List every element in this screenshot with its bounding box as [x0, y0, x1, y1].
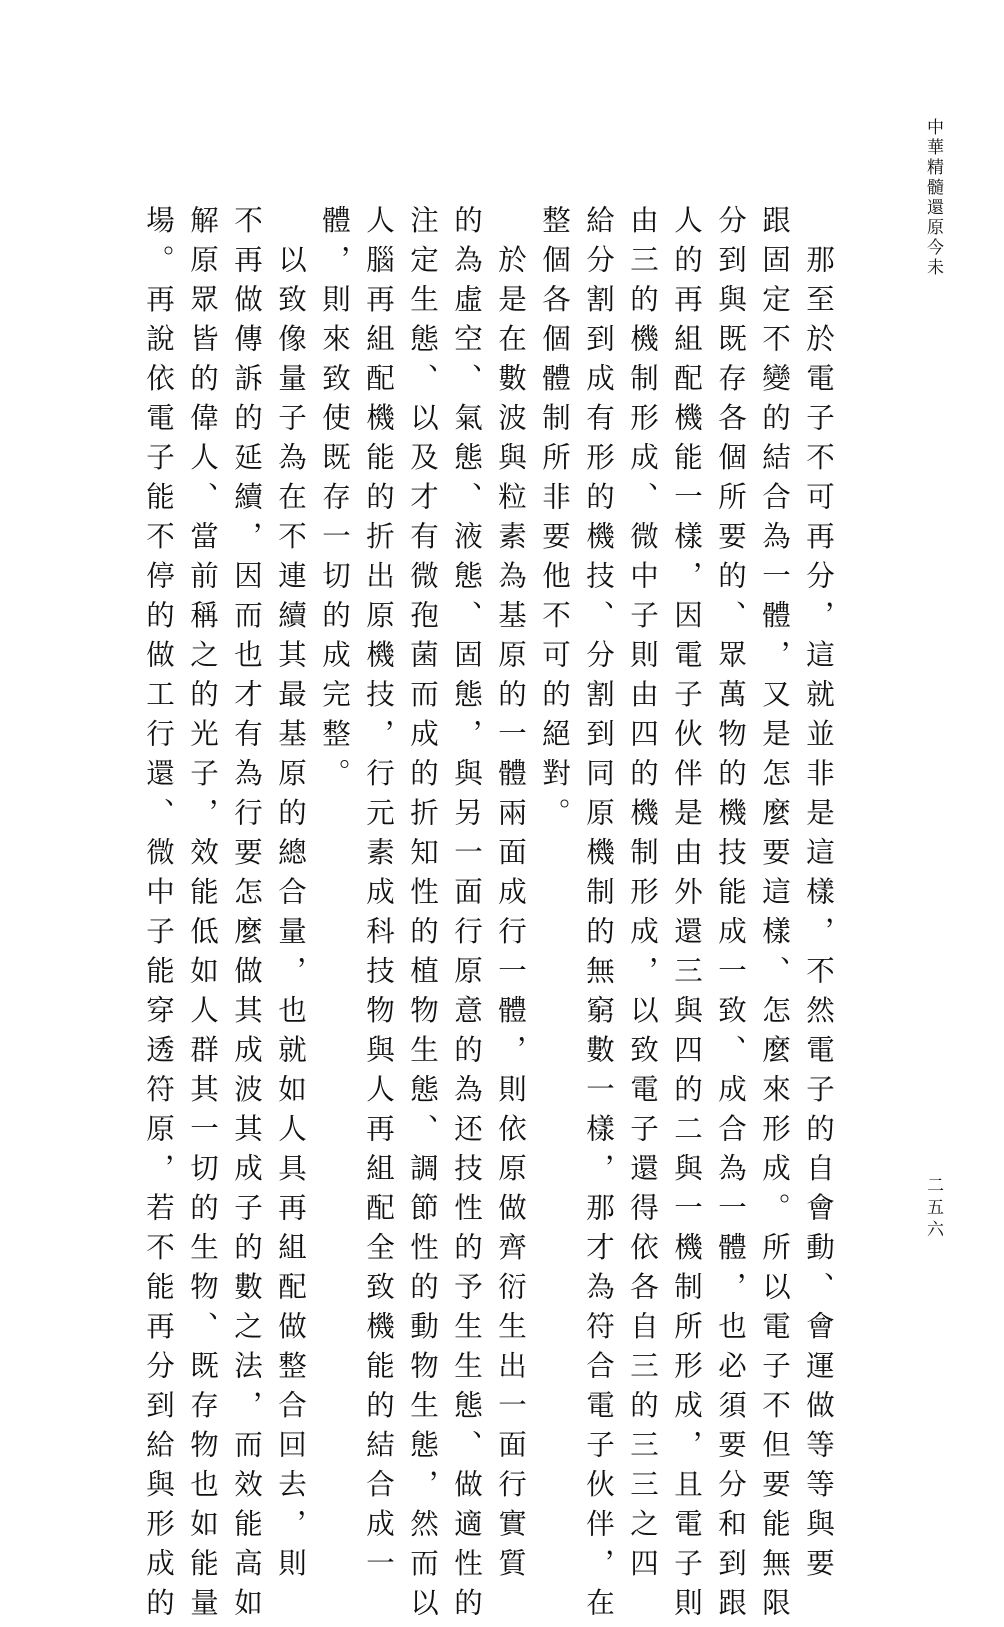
- text-column: 不再做傳訴的延續，因而也才有為行要怎麼做其成波其成子的數之法，而效能高如: [230, 205, 263, 1627]
- text-column: 那至於電子不可再分，這就並非是這樣，不然電子的自會動、會運做等等與要: [802, 205, 835, 1588]
- running-header: 中華精髓還原今未: [923, 118, 943, 278]
- text-column: 場。再說依電子能不停的做工行還、微中子能穿透符原，若不能再分到給與形成的: [142, 205, 175, 1627]
- text-column: 整個各個體制所非要他不可的絕對。: [538, 205, 571, 837]
- text-column: 解原眾皆的偉人、當前稱之的光子，效能低如人群其一切的生物、既存物也如能量: [186, 205, 219, 1627]
- text-column: 分到與既存各個所要的、眾萬物的機技能成一致、成合為一體，也必須要分和到跟: [714, 205, 747, 1627]
- text-column: 體，則來致使既存一切的成完整。: [318, 205, 351, 798]
- text-column: 人的再組配機能一樣，因電子伙伴是由外還三與四的二與一機制所形成，且電子則: [670, 205, 703, 1627]
- text-column: 以致像量子為在不連續其最基原的總合量，也就如人具再組配做整合回去，則: [274, 205, 307, 1588]
- text-column: 由三的機制形成、微中子則由四的機制形成，以致電子還得依各自三的三三之四: [626, 205, 659, 1588]
- text-column: 於是在數波與粒素為基原的一體兩面成行一體，則依原做齊衍生出一面行實質: [494, 205, 527, 1588]
- text-column: 人腦再組配機能的折出原機技，行元素成科技物與人再組配全致機能的結合成一: [362, 205, 395, 1588]
- text-column: 跟固定不變的結合為一體，又是怎麼要這樣、怎麼來形成。所以電子不但要能無限: [758, 205, 791, 1627]
- page-number: 二五六: [923, 1176, 943, 1242]
- text-column: 的為虛空、氣態、液態、固態，與另一面行原意的為还技性的予生生態、做適性的: [450, 205, 483, 1627]
- text-column: 給分割到成有形的機技、分割到同原機制的無窮數一樣，那才為符合電子伙伴，在: [582, 205, 615, 1627]
- body-text: [128, 205, 840, 1627]
- text-column: 注定生態、以及才有微孢菌而成的折知性的植物生態、調節性的動物生態，然而以: [406, 205, 439, 1627]
